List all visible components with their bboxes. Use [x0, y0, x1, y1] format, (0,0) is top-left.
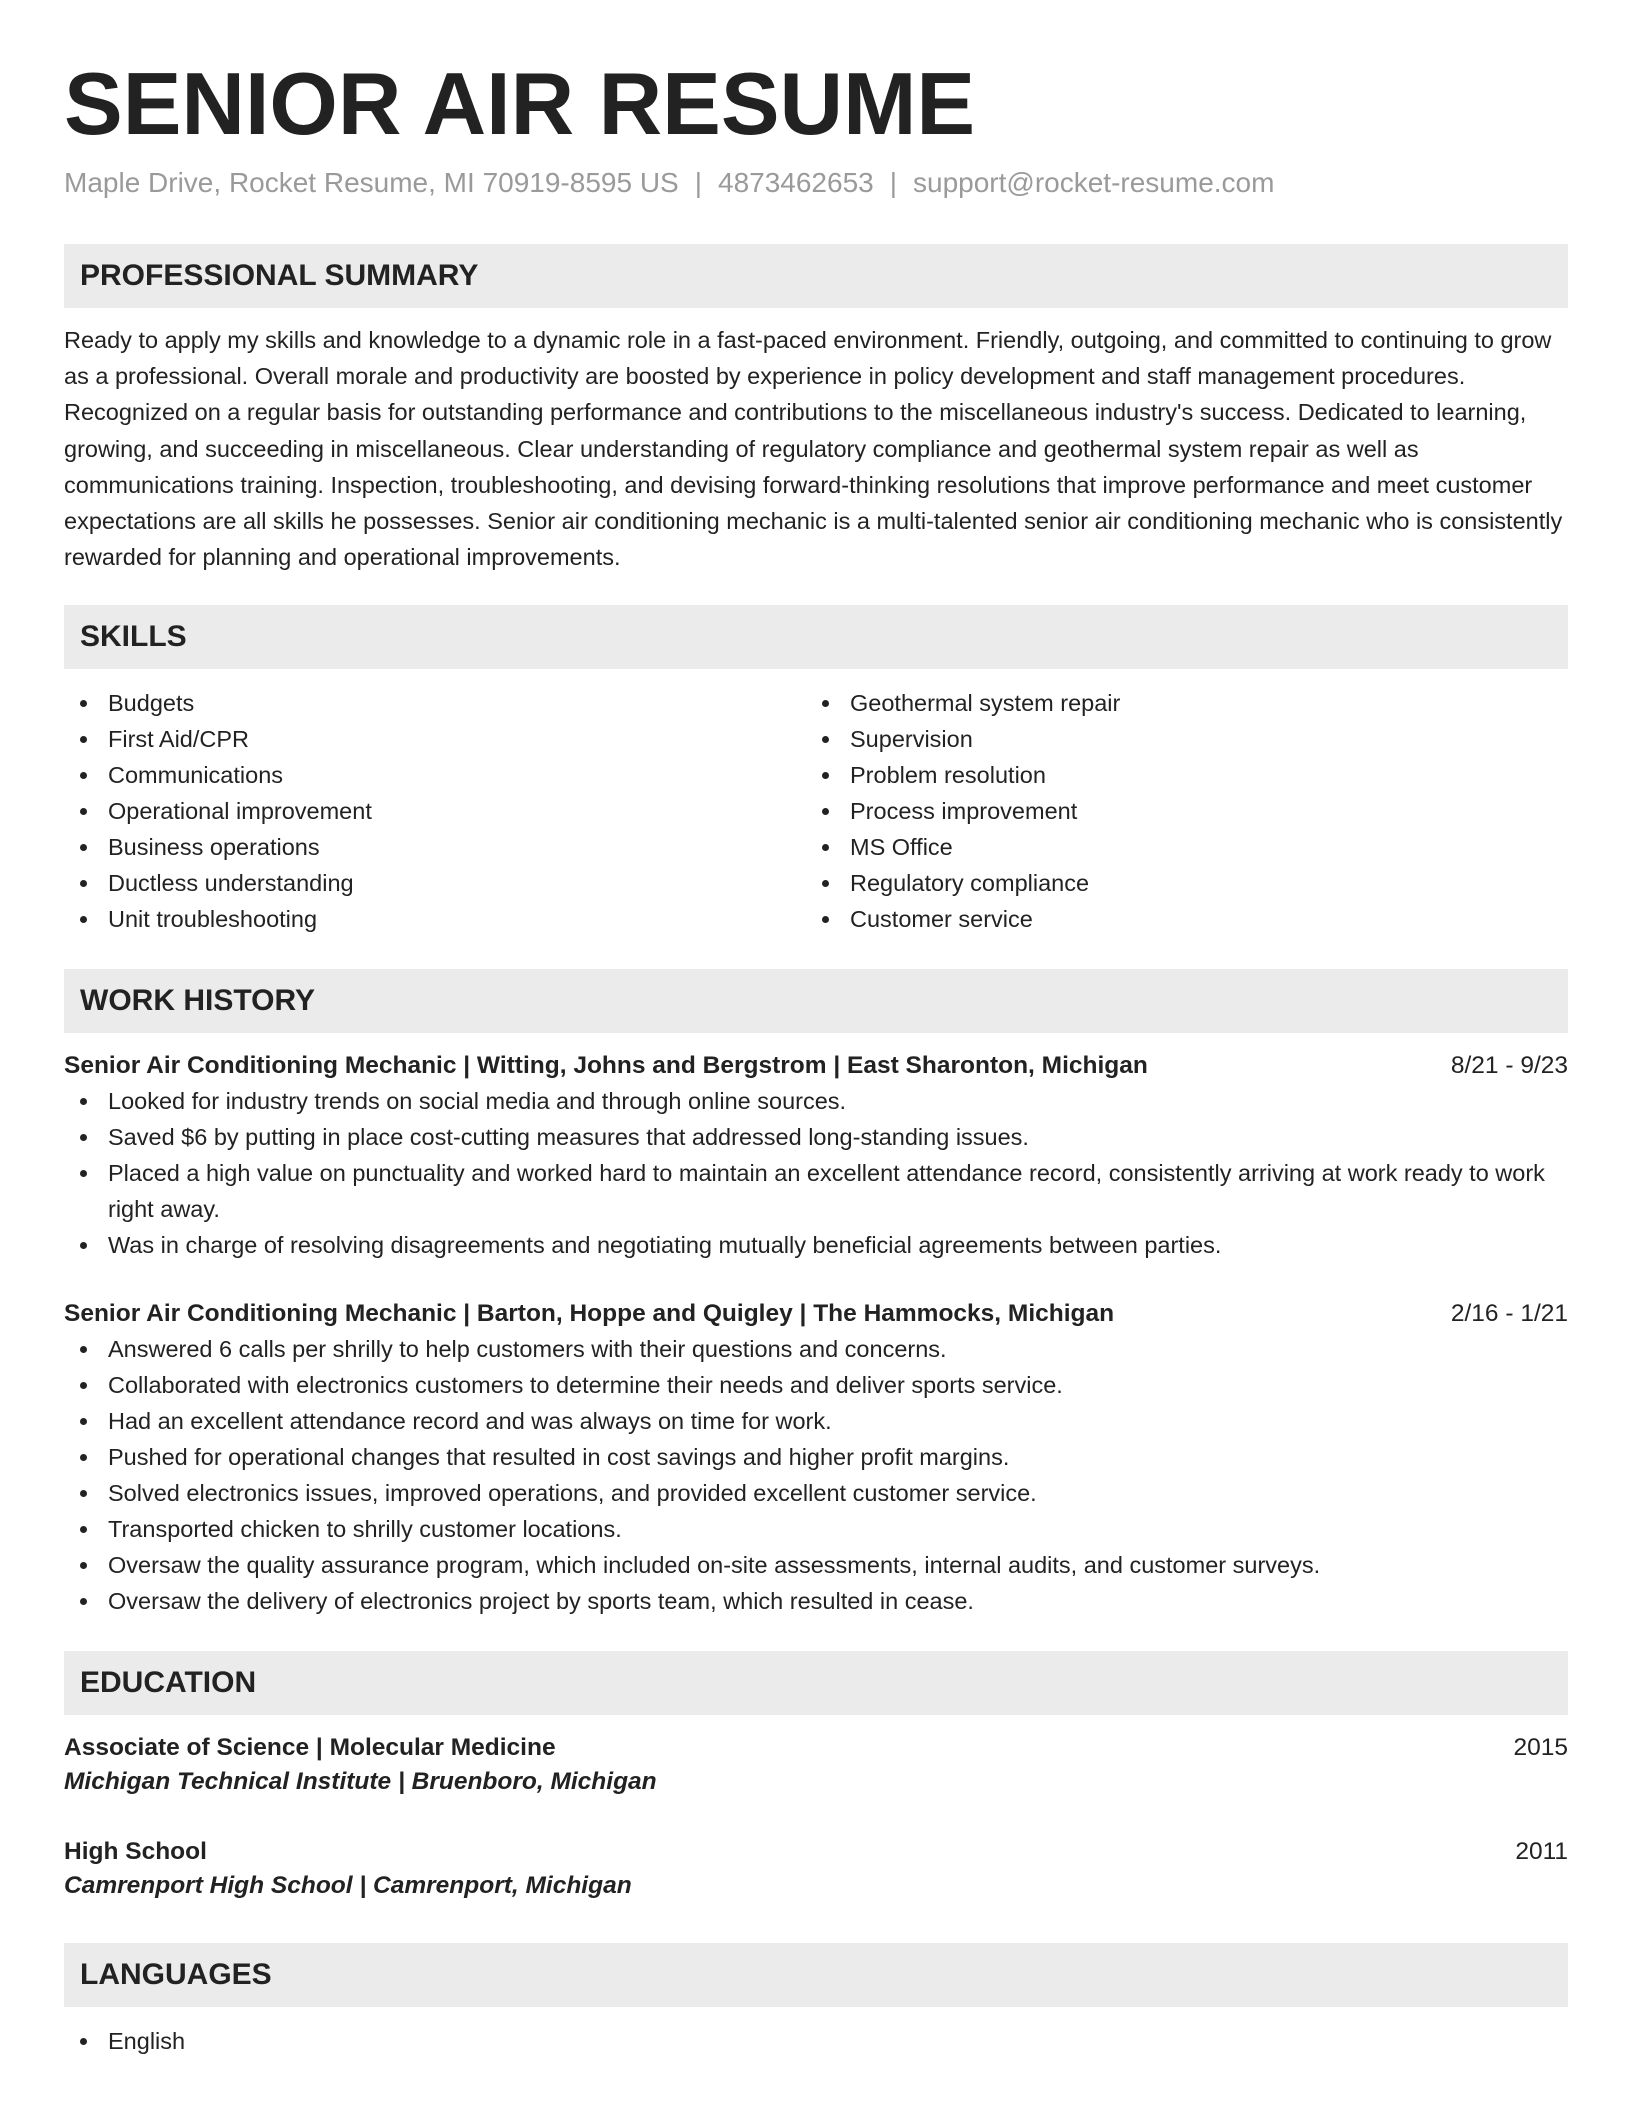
job-dates: 2/16 - 1/21	[1450, 1300, 1568, 1328]
job-bullet: Placed a high value on punctuality and worked hard to maintain an excellent attendance record, consistently arriving at work ready to work right away.	[64, 1155, 1568, 1227]
job-title: Senior Air Conditioning Mechanic | Witting, Johns and Bergstrom | East Sharonton, Michigan	[64, 1052, 1148, 1080]
section-heading-skills: SKILLS	[64, 605, 1568, 669]
job-bullet: Was in charge of resolving disagreements and negotiating mutually beneficial agreements between parties.	[64, 1227, 1568, 1263]
job-header	[64, 1297, 1568, 1331]
job-dates: 8/21 - 9/23	[1450, 1052, 1568, 1080]
skill-item: Regulatory compliance	[806, 865, 1548, 901]
work-history-list	[64, 1049, 1568, 1619]
education-school: Michigan Technical Institute | Bruenboro, Michigan	[64, 1768, 657, 1796]
job-bullet: Pushed for operational changes that resulted in cost savings and higher profit margins.	[64, 1439, 1568, 1475]
education-school: Camrenport High School | Camrenport, Michigan	[64, 1872, 632, 1900]
job-title: Senior Air Conditioning Mechanic | Barton, Hoppe and Quigley | The Hammocks, Michigan	[64, 1300, 1115, 1328]
skills-grid	[64, 685, 1568, 937]
job-bullet: Oversaw the delivery of electronics project by sports team, which resulted in cease.	[64, 1583, 1568, 1619]
language-item: English	[64, 2023, 1568, 2059]
section-heading-education: EDUCATION	[64, 1651, 1568, 1715]
languages-list	[64, 2023, 1568, 2059]
education-degree: Associate of Science | Molecular Medicine	[64, 1734, 556, 1762]
skills-list-right	[806, 685, 1548, 937]
job-header	[64, 1049, 1568, 1083]
job-bullet: Transported chicken to shrilly customer locations.	[64, 1511, 1568, 1547]
skill-item: Geothermal system repair	[806, 685, 1548, 721]
job-entry	[64, 1297, 1568, 1619]
section-heading-work: WORK HISTORY	[64, 969, 1568, 1033]
education-year: 2011	[1515, 1838, 1568, 1866]
job-bullet: Looked for industry trends on social media and through online sources.	[64, 1083, 1568, 1119]
skill-item: Process improvement	[806, 793, 1548, 829]
contact-email[interactable]: support@rocket-resume.com	[913, 167, 1275, 198]
section-heading-languages: LANGUAGES	[64, 1943, 1568, 2007]
summary-text: Ready to apply my skills and knowledge to a dynamic role in a fast-paced environment. Friendly, outgoing, and committed to continuing to grow as a professional. Overall morale and productivity are boosted by experience in policy development and staff management procedures. Recognized on a regular basis for outstanding performance and contributions to the miscellaneous industry's success. Dedicated to learning, growing, and succeeding in miscellaneous. Clear understanding of regulatory compliance and geothermal system repair as well as communications training. Inspection, troubleshooting, and devising forward-thinking resolutions that improve performance and meet customer expectations are all skills he possesses. Senior air conditioning mechanic is a multi-talented senior air conditioning mechanic who is consistently rewarded for planning and operational improvements.	[64, 327, 1563, 571]
education-header	[64, 1835, 1568, 1869]
job-bullet: Had an excellent attendance record and was always on time for work.	[64, 1403, 1568, 1439]
education-header	[64, 1731, 1568, 1765]
contact-phone: 4873462653	[718, 167, 874, 198]
skill-item: Problem resolution	[806, 757, 1548, 793]
skill-item: First Aid/CPR	[64, 721, 806, 757]
skill-item: Business operations	[64, 829, 806, 865]
skill-item: Ductless understanding	[64, 865, 806, 901]
job-bullet: Oversaw the quality assurance program, which included on-site assessments, internal audits, and customer surveys.	[64, 1547, 1568, 1583]
contact-line	[64, 166, 1568, 200]
job-bullet: Collaborated with electronics customers to determine their needs and deliver sports service.	[64, 1367, 1568, 1403]
contact-separator: |	[889, 167, 898, 198]
education-list	[64, 1731, 1568, 1903]
education-entry	[64, 1835, 1568, 1903]
job-entry	[64, 1049, 1568, 1263]
skill-item: Supervision	[806, 721, 1548, 757]
skill-item: Customer service	[806, 901, 1548, 937]
resume-name: SENIOR AIR RESUME	[64, 54, 976, 153]
education-degree: High School	[64, 1838, 207, 1866]
job-bullet: Saved $6 by putting in place cost-cutting measures that addressed long-standing issues.	[64, 1119, 1568, 1155]
section-heading-summary: PROFESSIONAL SUMMARY	[64, 244, 1568, 308]
skill-item: MS Office	[806, 829, 1548, 865]
contact-address: Maple Drive, Rocket Resume, MI 70919-8595 US	[64, 167, 679, 198]
skill-item: Communications	[64, 757, 806, 793]
education-year: 2015	[1513, 1734, 1568, 1762]
skill-item: Unit troubleshooting	[64, 901, 806, 937]
skill-item: Operational improvement	[64, 793, 806, 829]
job-bullet: Answered 6 calls per shrilly to help customers with their questions and concerns.	[64, 1331, 1568, 1367]
job-bullet-list	[64, 1331, 1568, 1619]
skills-list-left	[64, 685, 806, 937]
job-bullet-list	[64, 1083, 1568, 1263]
skill-item: Budgets	[64, 685, 806, 721]
education-entry	[64, 1731, 1568, 1799]
job-bullet: Solved electronics issues, improved operations, and provided excellent customer service.	[64, 1475, 1568, 1511]
contact-separator: |	[694, 167, 702, 198]
